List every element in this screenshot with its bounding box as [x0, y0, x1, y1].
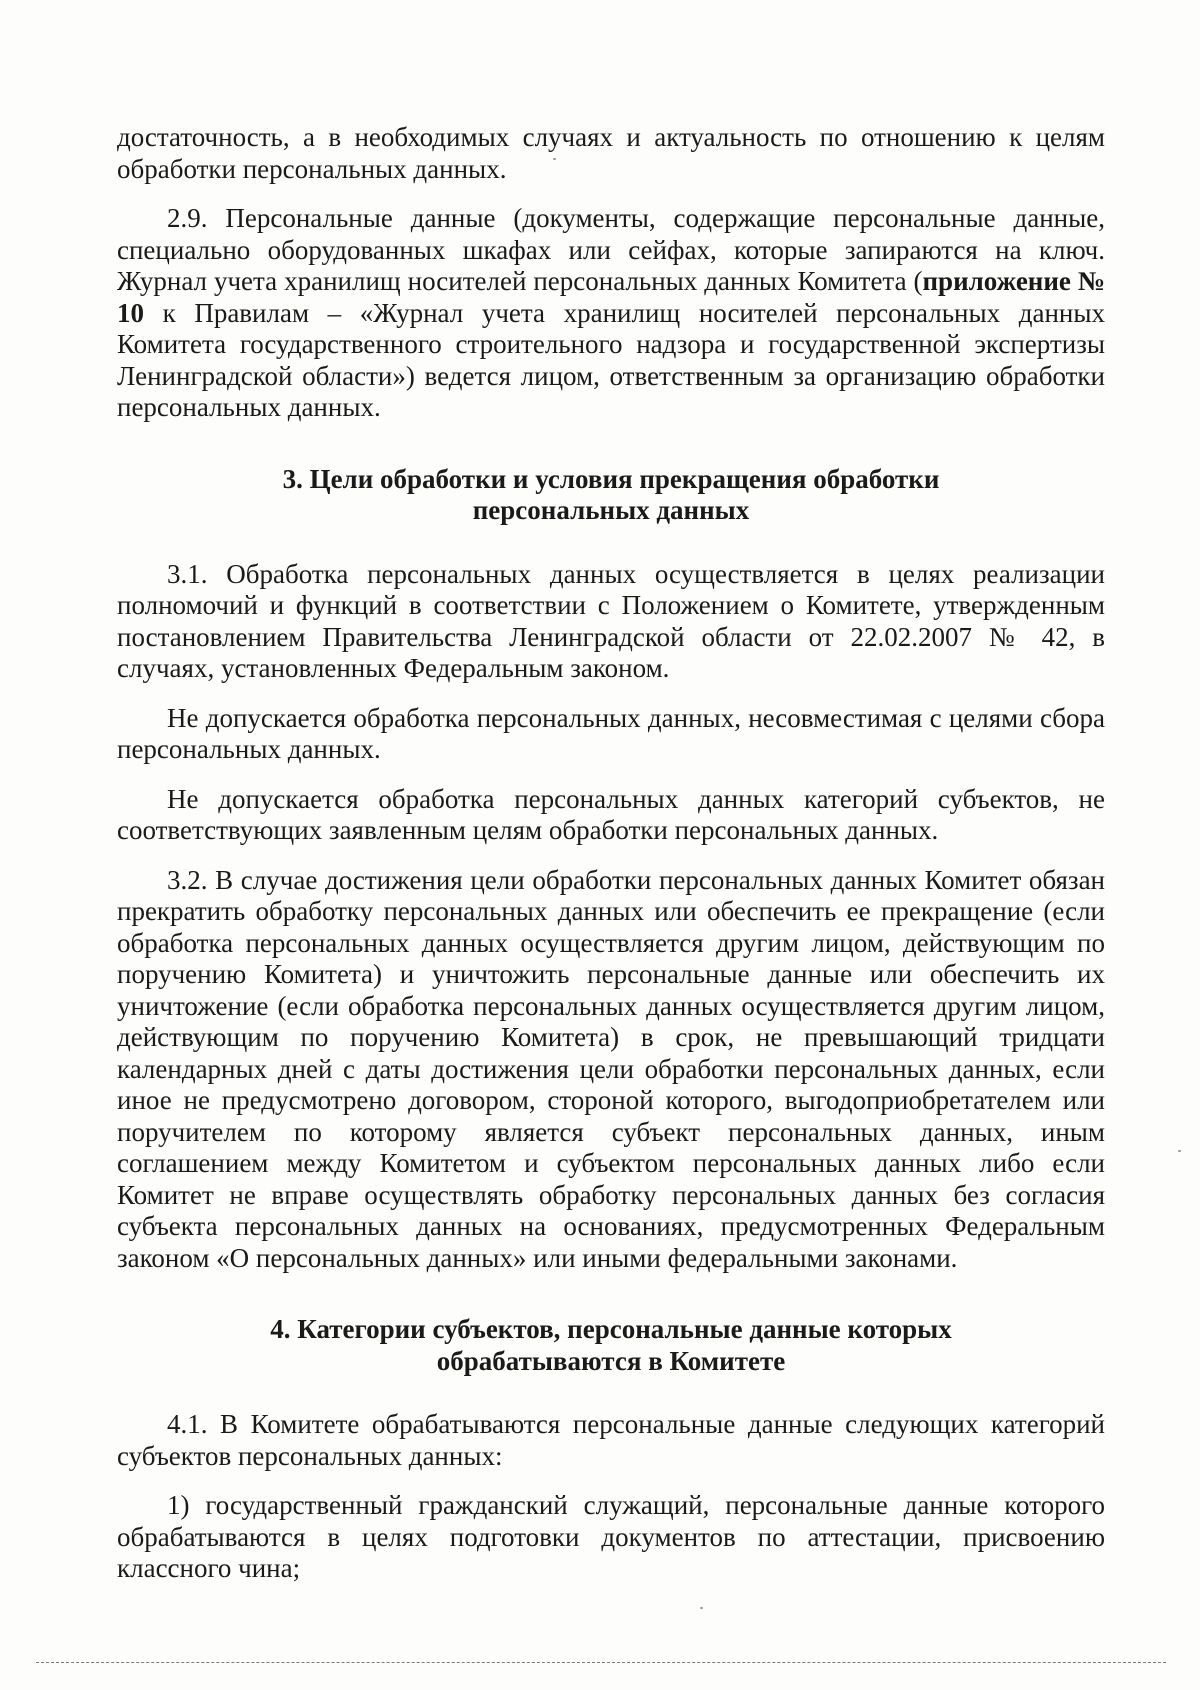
paragraph-intro: достаточность, а в необходимых случаях и актуальность по отношению к целям обработки персональных данных. [117, 122, 1105, 184]
paragraph-3-2: 3.2. В случае достижения цели обработки персональных данных Комитет обязан прекратить обработку персональных данных или обеспечить ее прекращение (если обработка персональных данных осуществляется другим лицом, действующим по поручению Комитета) и уничтожить персональные данные или обеспечить их уничтожение (если обработка персональных данных осуществляется другим лицом, действующим по поручению Комитета) в срок, не превышающий тридцати календарных дней с даты достижения цели обработки персональных данных, если иное не предусмотрено договором, стороной которого, выгодоприобретателем или поручителем по которому является субъект персональных данных, иным соглашением между Комитетом и субъектом персональных данных либо если Комитет не вправе осуществлять обработку персональных данных без согласия субъекта персональных данных на основаниях, предусмотренных Федеральным законом «О персональных данных» или иными федеральными законами. [117, 864, 1105, 1273]
section-4-heading [117, 1314, 1105, 1377]
section-3-heading [117, 464, 1105, 527]
section-4-heading-line-2: обрабатываются в Комитете [436, 1345, 786, 1376]
paragraph-not-allowed-1: Не допускается обработка персональных данных, несовместимая с целями сбора персональных данных. [117, 702, 1105, 764]
paragraph-2-9-text-start: 2.9. Персональные данные (документы, содержащие персональные данные, специально оборудованных шкафах или сейфах, которые запираются на ключ. Журнал учета хранилищ носителей персональных данных Комитета ( [117, 203, 1105, 296]
list-item-1: 1) государственный гражданский служащий, персональные данные которого обрабатываются в целях подготовки документов по аттестации, присвоению классного чина; [117, 1490, 1105, 1583]
appendix-reference: приложение № 10 [117, 266, 1105, 328]
section-4-heading-line-1: 4. Категории субъектов, персональные данные которых [270, 1314, 952, 1344]
section-3-heading-line-2: персональных данных [472, 495, 750, 525]
paragraph-not-allowed-2: Не допускается обработка персональных данных категорий субъектов, не соответствующих заявленным целям обработки персональных данных. [117, 783, 1105, 845]
scan-speck [700, 1607, 703, 1609]
scan-speck [1178, 1150, 1181, 1152]
section-3-heading-line-1: 3. Цели обработки и условия прекращения обработки [282, 463, 940, 494]
document-body [117, 122, 1105, 1603]
paragraph-2-9-text-end: к Правилам – «Журнал учета хранилищ носителей персональных данных Комитета государственного строительного надзора и государственной экспертизы Ленинградской области») ведется лицом, ответственным за организацию обработки персональных данных. [117, 297, 1105, 422]
scan-edge-line [36, 1662, 1166, 1663]
paragraph-2-9 [117, 203, 1105, 424]
paragraph-4-1: 4.1. В Комитете обрабатываются персональные данные следующих категорий субъектов персональных данных: [117, 1409, 1105, 1471]
scan-speck [553, 158, 556, 160]
paragraph-3-1: 3.1. Обработка персональных данных осуществляется в целях реализации полномочий и функций в соответствии с Положением о Комитете, утвержденным постановлением Правительства Ленинградской области от 22.02.2007 № 42, в случаях, установленных Федеральным законом. [117, 558, 1105, 683]
